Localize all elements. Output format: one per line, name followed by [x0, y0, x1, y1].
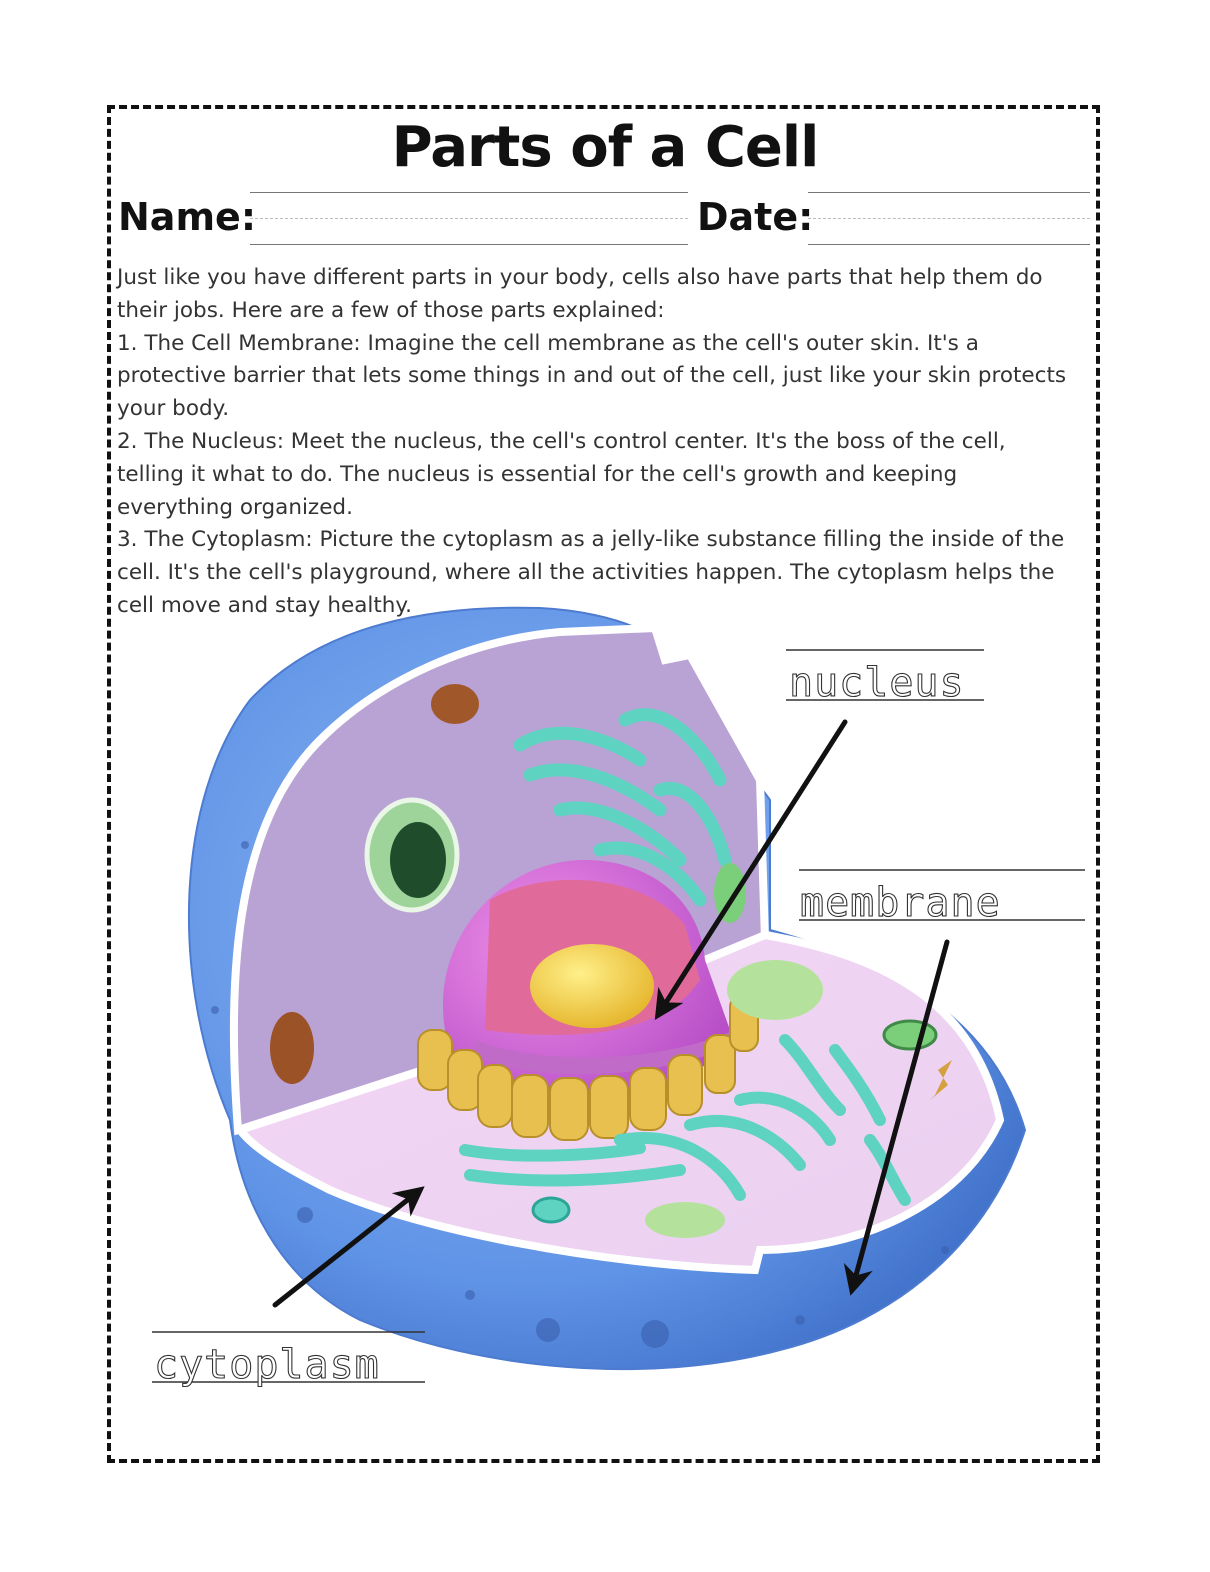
- cytoplasm-paragraph: 3. The Cytoplasm: Picture the cytoplasm as a jelly-like substance filling the inside of the cell. It's the cell's playground, where all the activities happen. The cytoplasm helps the cell move and stay healthy.: [117, 527, 1065, 618]
- page-title: Parts of a Cell: [391, 115, 819, 180]
- nucleus-trace-label[interactable]: nucleus: [789, 660, 965, 706]
- name-label: Name:: [118, 195, 257, 239]
- membrane-paragraph: 1. The Cell Membrane: Imagine the cell membrane as the cell's outer skin. It's a protective barrier that lets some things in and out of the cell, just like your skin protects your body.: [117, 330, 1067, 422]
- chloroplast-small: [884, 1021, 936, 1049]
- centriole: [533, 1198, 569, 1222]
- intro-paragraph: Just like you have different parts in your body, cells also have parts that help them do their jobs. Here are a few of those parts explained:: [117, 265, 1043, 323]
- date-label: Date:: [697, 195, 814, 239]
- nucleus-paragraph: 2. The Nucleus: Meet the nucleus, the cell's control center. It's the boss of the cell, telling it what to do. The nucleus is essential for the cell's growth and keeping everything organized.: [117, 428, 1006, 520]
- membrane-trace-label[interactable]: membrane: [800, 880, 1001, 926]
- mitochondrion-top: [431, 684, 479, 724]
- vesicle: [645, 1202, 725, 1238]
- mitochondrion-left: [270, 1012, 314, 1084]
- lysosome: [727, 960, 823, 1020]
- cytoplasm-trace-label[interactable]: cytoplasm: [154, 1342, 380, 1388]
